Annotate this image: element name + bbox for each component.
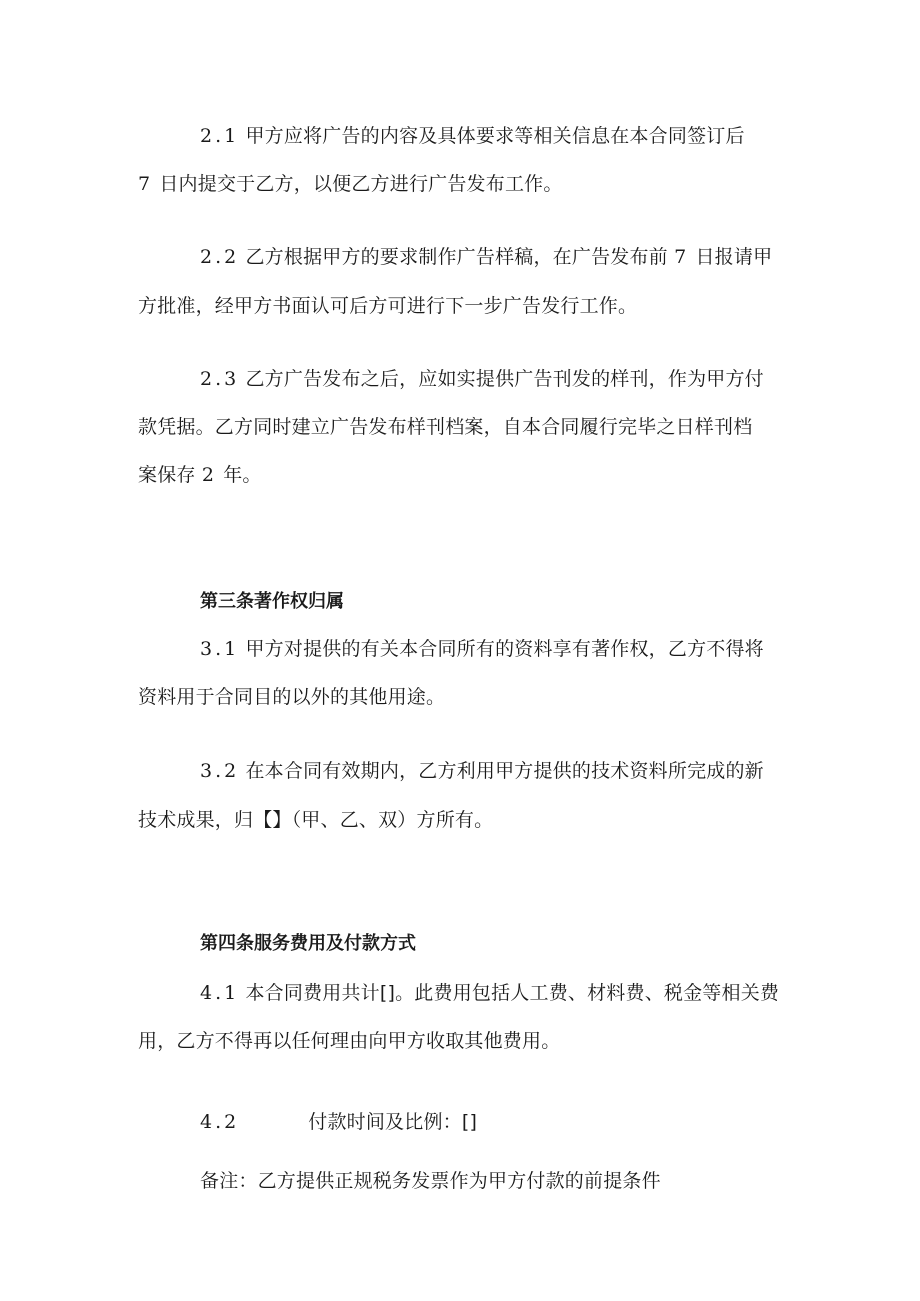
clause-2-3-line-2 — [138, 415, 752, 439]
clause-text: 乙方根据甲方的要求制作广告样稿，在广告发布前 — [245, 246, 668, 268]
clause-number: 2.3 — [200, 368, 240, 390]
clause-text: 乙方广告发布之后，应如实提供广告刊发的样刊，作为甲方付 — [245, 368, 764, 390]
clause-2-1-line-1 — [200, 124, 745, 148]
clause-4-1-line-1 — [200, 981, 779, 1005]
clause-4-2-line-1 — [200, 1110, 477, 1134]
clause-2-3-line-3 — [138, 463, 262, 487]
clause-text: 案保存 — [138, 464, 196, 486]
clause-text: 付款时间及比例：[] — [308, 1111, 478, 1133]
inline-number: 7 — [138, 173, 154, 195]
clause-text: 在本合同有效期内，乙方利用甲方提供的技术资料所完成的新 — [245, 760, 764, 782]
clause-text: 款凭据。乙方同时建立广告发布样刊档案，自本合同履行完毕之日样刊档 — [138, 416, 753, 438]
clause-number: 4.2 — [200, 1111, 240, 1133]
clause-3-2-line-1 — [200, 759, 764, 783]
clause-text: 甲方对提供的有关本合同所有的资料享有著作权，乙方不得将 — [245, 638, 764, 660]
clause-text: 日报请甲 — [695, 246, 773, 268]
clause-text: 方批准，经甲方书面认可后方可进行下一步广告发行工作。 — [138, 295, 638, 317]
clause-number: 4.1 — [200, 982, 240, 1004]
clause-number: 2.1 — [200, 125, 240, 147]
clause-text: 本合同费用共计[]。此费用包括人工费、材料费、税金等相关费 — [245, 982, 780, 1004]
inline-number: 2 — [201, 464, 217, 486]
clause-3-1-line-2 — [138, 685, 445, 709]
clause-text: 技术成果，归【】（甲、乙、双）方所有。 — [138, 809, 494, 831]
clause-number: 3.2 — [200, 760, 240, 782]
clause-number: 2.2 — [200, 246, 240, 268]
clause-number: 3.1 — [200, 638, 240, 660]
section-heading-3: 第三条著作权归属 — [200, 591, 344, 612]
clause-3-1-line-1 — [200, 637, 764, 661]
clause-text: 用，乙方不得再以任何理由向甲方收取其他费用。 — [138, 1030, 561, 1052]
clause-text: 甲方应将广告的内容及具体要求等相关信息在本合同签订后 — [245, 125, 745, 147]
clause-3-2-line-2 — [138, 808, 493, 832]
inline-number: 7 — [674, 246, 690, 268]
clause-2-2-line-1 — [200, 245, 772, 269]
clause-2-2-line-2 — [138, 294, 637, 318]
clause-text: 资料用于合同目的以外的其他用途。 — [138, 686, 446, 708]
clause-text: 日内提交于乙方，以便乙方进行广告发布工作。 — [159, 173, 563, 195]
clause-2-1-line-2 — [138, 172, 563, 196]
clause-text: 年。 — [223, 464, 262, 486]
clause-4-1-line-2 — [138, 1029, 560, 1053]
note-line: 备注：乙方提供正规税务发票作为甲方付款的前提条件 — [200, 1170, 661, 1192]
clause-2-3-line-1 — [200, 367, 764, 391]
section-heading-4: 第四条服务费用及付款方式 — [200, 933, 416, 954]
